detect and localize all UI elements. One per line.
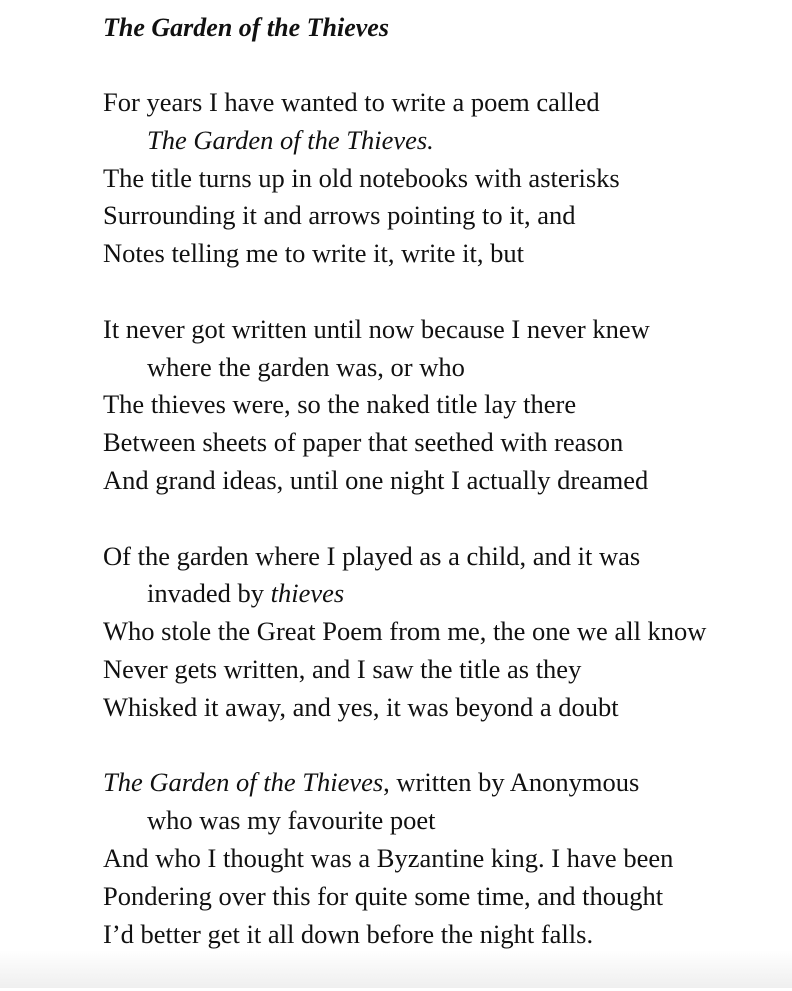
line-text: Of the garden where I played as a child, and it was — [103, 540, 641, 571]
line-text: Who stole the Great Poem from me, the one we all know — [103, 616, 707, 647]
line-text: where the garden was, or who — [147, 351, 465, 382]
poem-line — [103, 386, 706, 424]
page-bottom-shadow — [0, 950, 792, 988]
line-text: invaded by — [147, 578, 271, 609]
line-text: Whisked it away, and yes, it was beyond a doubt — [103, 691, 619, 722]
stanza — [103, 311, 706, 500]
italic-text: The Garden of the Thieves — [103, 767, 384, 798]
poem-line — [103, 689, 706, 727]
line-text: The title turns up in old notebooks with asterisks — [103, 162, 620, 193]
line-text: Surrounding it and arrows pointing to it, and — [103, 200, 576, 231]
line-text: , written by Anonymous — [383, 767, 640, 798]
line-text: I’d better get it all down before the night falls. — [103, 918, 594, 949]
poem-body — [103, 84, 706, 991]
line-text: Never gets written, and I saw the title as they — [103, 653, 582, 684]
poem-line — [103, 235, 706, 273]
line-text: Pondering over this for quite some time, and thought — [103, 880, 664, 911]
line-text: Between sheets of paper that seethed with reason — [103, 427, 624, 458]
poem-line — [103, 916, 706, 954]
line-text: It never got written until now because I never knew — [103, 313, 650, 344]
stanza — [103, 538, 706, 727]
poem-line — [103, 651, 706, 689]
poem-line — [103, 311, 706, 349]
stanza — [103, 84, 706, 273]
stanza — [103, 764, 706, 953]
poem-line — [103, 424, 706, 462]
poem-title: The Garden of the Thieves — [103, 13, 389, 42]
poem-line — [103, 840, 706, 878]
italic-text: The Garden of the Thieves. — [147, 124, 434, 155]
line-text: Notes telling me to write it, write it, but — [103, 238, 524, 269]
poem-line — [103, 802, 706, 840]
italic-text: thieves — [270, 578, 345, 609]
line-text: And grand ideas, until one night I actually dreamed — [103, 464, 649, 495]
poem-line — [103, 349, 706, 387]
poem-line — [103, 84, 706, 122]
poem-line — [103, 613, 706, 651]
poem-line — [103, 160, 706, 198]
poem-line — [103, 575, 706, 613]
line-text: who was my favourite poet — [147, 805, 436, 836]
line-text: The thieves were, so the naked title lay there — [103, 389, 577, 420]
line-text: For years I have wanted to write a poem called — [103, 87, 600, 117]
poem-line — [103, 764, 706, 802]
poem-line — [103, 122, 706, 160]
poem-line — [103, 538, 706, 576]
poem-line — [103, 462, 706, 500]
line-text: And who I thought was a Byzantine king. I have been — [103, 842, 674, 873]
poem-line — [103, 878, 706, 916]
poem-line — [103, 197, 706, 235]
